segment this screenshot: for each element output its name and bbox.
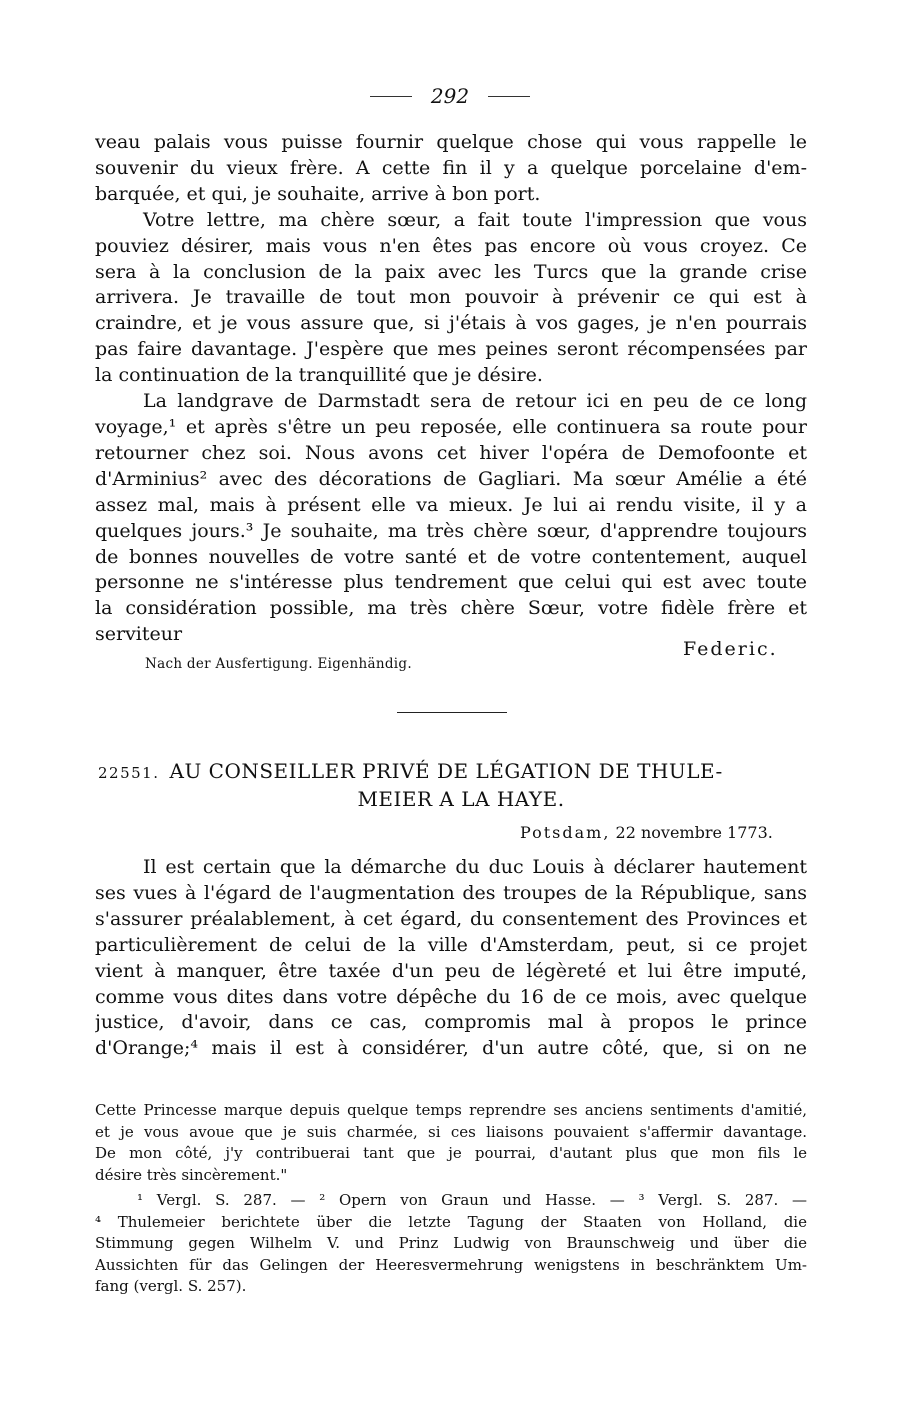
footnotes	[95, 1190, 807, 1298]
text-line: barquée, et qui, je souhaite, arrive à bon port.	[95, 182, 541, 205]
text-line: la considération possible, ma très chère Sœur, votre fidèle frère et	[95, 597, 807, 620]
note-line: Cette Princesse marque depuis quelque temps reprendre ses anciens sentiments d'amitié,	[95, 1101, 807, 1119]
text-line: veau palais vous puisse fournir quelque chose qui vous rappelle le	[95, 131, 807, 153]
text-line: vient à manquer, être taxée d'un peu de légèreté et lui être imputé,	[95, 959, 807, 982]
text-line: Votre lettre, ma chère sœur, a fait toute l'impression que vous	[143, 208, 807, 231]
text-line: retourner chez soi. Nous avons cet hiver l'opéra de Demofoonte et	[95, 441, 807, 464]
header-rule-left	[370, 96, 412, 97]
note-line: désire très sincèrement."	[95, 1165, 288, 1184]
footnote-line: fang (vergl. S. 257).	[95, 1277, 247, 1295]
heading-line-2: MEIER A LA HAYE.	[357, 787, 565, 811]
text-line: serviteur	[95, 623, 183, 646]
text-line: voyage,¹ et après s'être un peu reposée, elle continuera sa route pour	[95, 415, 807, 438]
heading-line-1: AU CONSEILLER PRIVÉ DE LÉGATION DE THULE-	[169, 759, 723, 783]
text-line: d'Orange;⁴ mais il est à considérer, d'un autre côté, que, si on ne	[95, 1037, 807, 1060]
text-line: sera à la conclusion de la paix avec les Turcs que la grande crise	[95, 260, 807, 283]
date-place: Potsdam,	[520, 823, 611, 842]
footnote-line: Aussichten für das Gelingen der Heeresvermehrung wenigstens in beschränktem Um-	[95, 1255, 807, 1274]
text-line: pas faire davantage. J'espère que mes peines seront récompensées par	[95, 338, 807, 361]
text-line: La landgrave de Darmstadt sera de retour ici en peu de ce long	[143, 390, 807, 413]
text-line: la continuation de la tranquillité que je désire.	[95, 364, 543, 387]
date: 22 novembre 1773.	[615, 823, 773, 842]
text-line: personne ne s'intéresse plus tendrement que celui qui est avec toute	[95, 571, 807, 594]
letter-body	[95, 855, 807, 1062]
text-line: souvenir du vieux frère. A cette fin il y a quelque porcelaine d'em-	[95, 156, 807, 179]
text-line: d'Arminius² avec des décorations de Gagliari. Ma sœur Amélie a été	[95, 467, 807, 490]
text-line: craindre, et je vous assure que, si j'étais à vos gages, je n'en pourrais	[95, 312, 807, 335]
text-line: particulièrement de celui de la ville d'Amsterdam, peut, si ce projet	[95, 933, 807, 956]
text-line: quelques jours.³ Je souhaite, ma très chère sœur, d'apprendre toujours	[95, 519, 807, 542]
quoted-footnote-continuation	[95, 1100, 807, 1186]
source-note: Nach der Ausfertigung. Eigenhändig.	[145, 656, 412, 672]
note-line: De mon côté, j'y contribuerai tant que je pourrai, d'autant plus que mon fils le	[95, 1144, 807, 1162]
page-header	[0, 84, 900, 114]
dateline	[520, 823, 773, 842]
text-line: justice, d'avoir, dans ce cas, compromis mal à propos le prince	[95, 1011, 807, 1034]
letter-body-continued	[95, 130, 807, 648]
text-line: de bonnes nouvelles de votre santé et de votre contentement, auquel	[95, 545, 807, 568]
text-line: comme vous dites dans votre dépêche du 16 de ce mois, avec quelque	[95, 985, 807, 1008]
text-line: arrivera. Je travaille de tout mon pouvoir à prévenir ce qui est à	[95, 286, 807, 309]
text-line: ses vues à l'égard de l'augmentation des troupes de la République, sans	[95, 881, 807, 904]
letter-number: 22551.	[98, 764, 160, 782]
text-line: assez mal, mais à présent elle va mieux. Je lui ai rendu visite, il y a	[95, 493, 807, 516]
signature: Federic.	[683, 638, 778, 660]
text-line: pouviez désirer, mais vous n'en êtes pas encore où vous croyez. Ce	[95, 234, 807, 257]
footnote-line: ⁴ Thulemeier berichtete über die letzte Tagung der Staaten von Holland, die	[95, 1212, 807, 1231]
footnote-line: Stimmung gegen Wilhelm V. und Prinz Ludwig von Braunschweig und über die	[95, 1234, 807, 1252]
letter-heading	[98, 758, 804, 812]
text-line: s'assurer préalablement, à cet égard, du consentement des Provinces et	[95, 907, 807, 930]
section-divider	[397, 712, 507, 713]
note-line: et je vous avoue que je suis charmée, si ces liaisons pouvaient s'affermir davantage.	[95, 1122, 807, 1141]
text-line: Il est certain que la démarche du duc Louis à déclarer hautement	[143, 856, 807, 878]
header-rule-right	[488, 96, 530, 97]
footnote-line: ¹ Vergl. S. 287. — ² Opern von Graun und Hasse. — ³ Vergl. S. 287. —	[137, 1191, 807, 1209]
page-number: 292	[430, 84, 470, 108]
